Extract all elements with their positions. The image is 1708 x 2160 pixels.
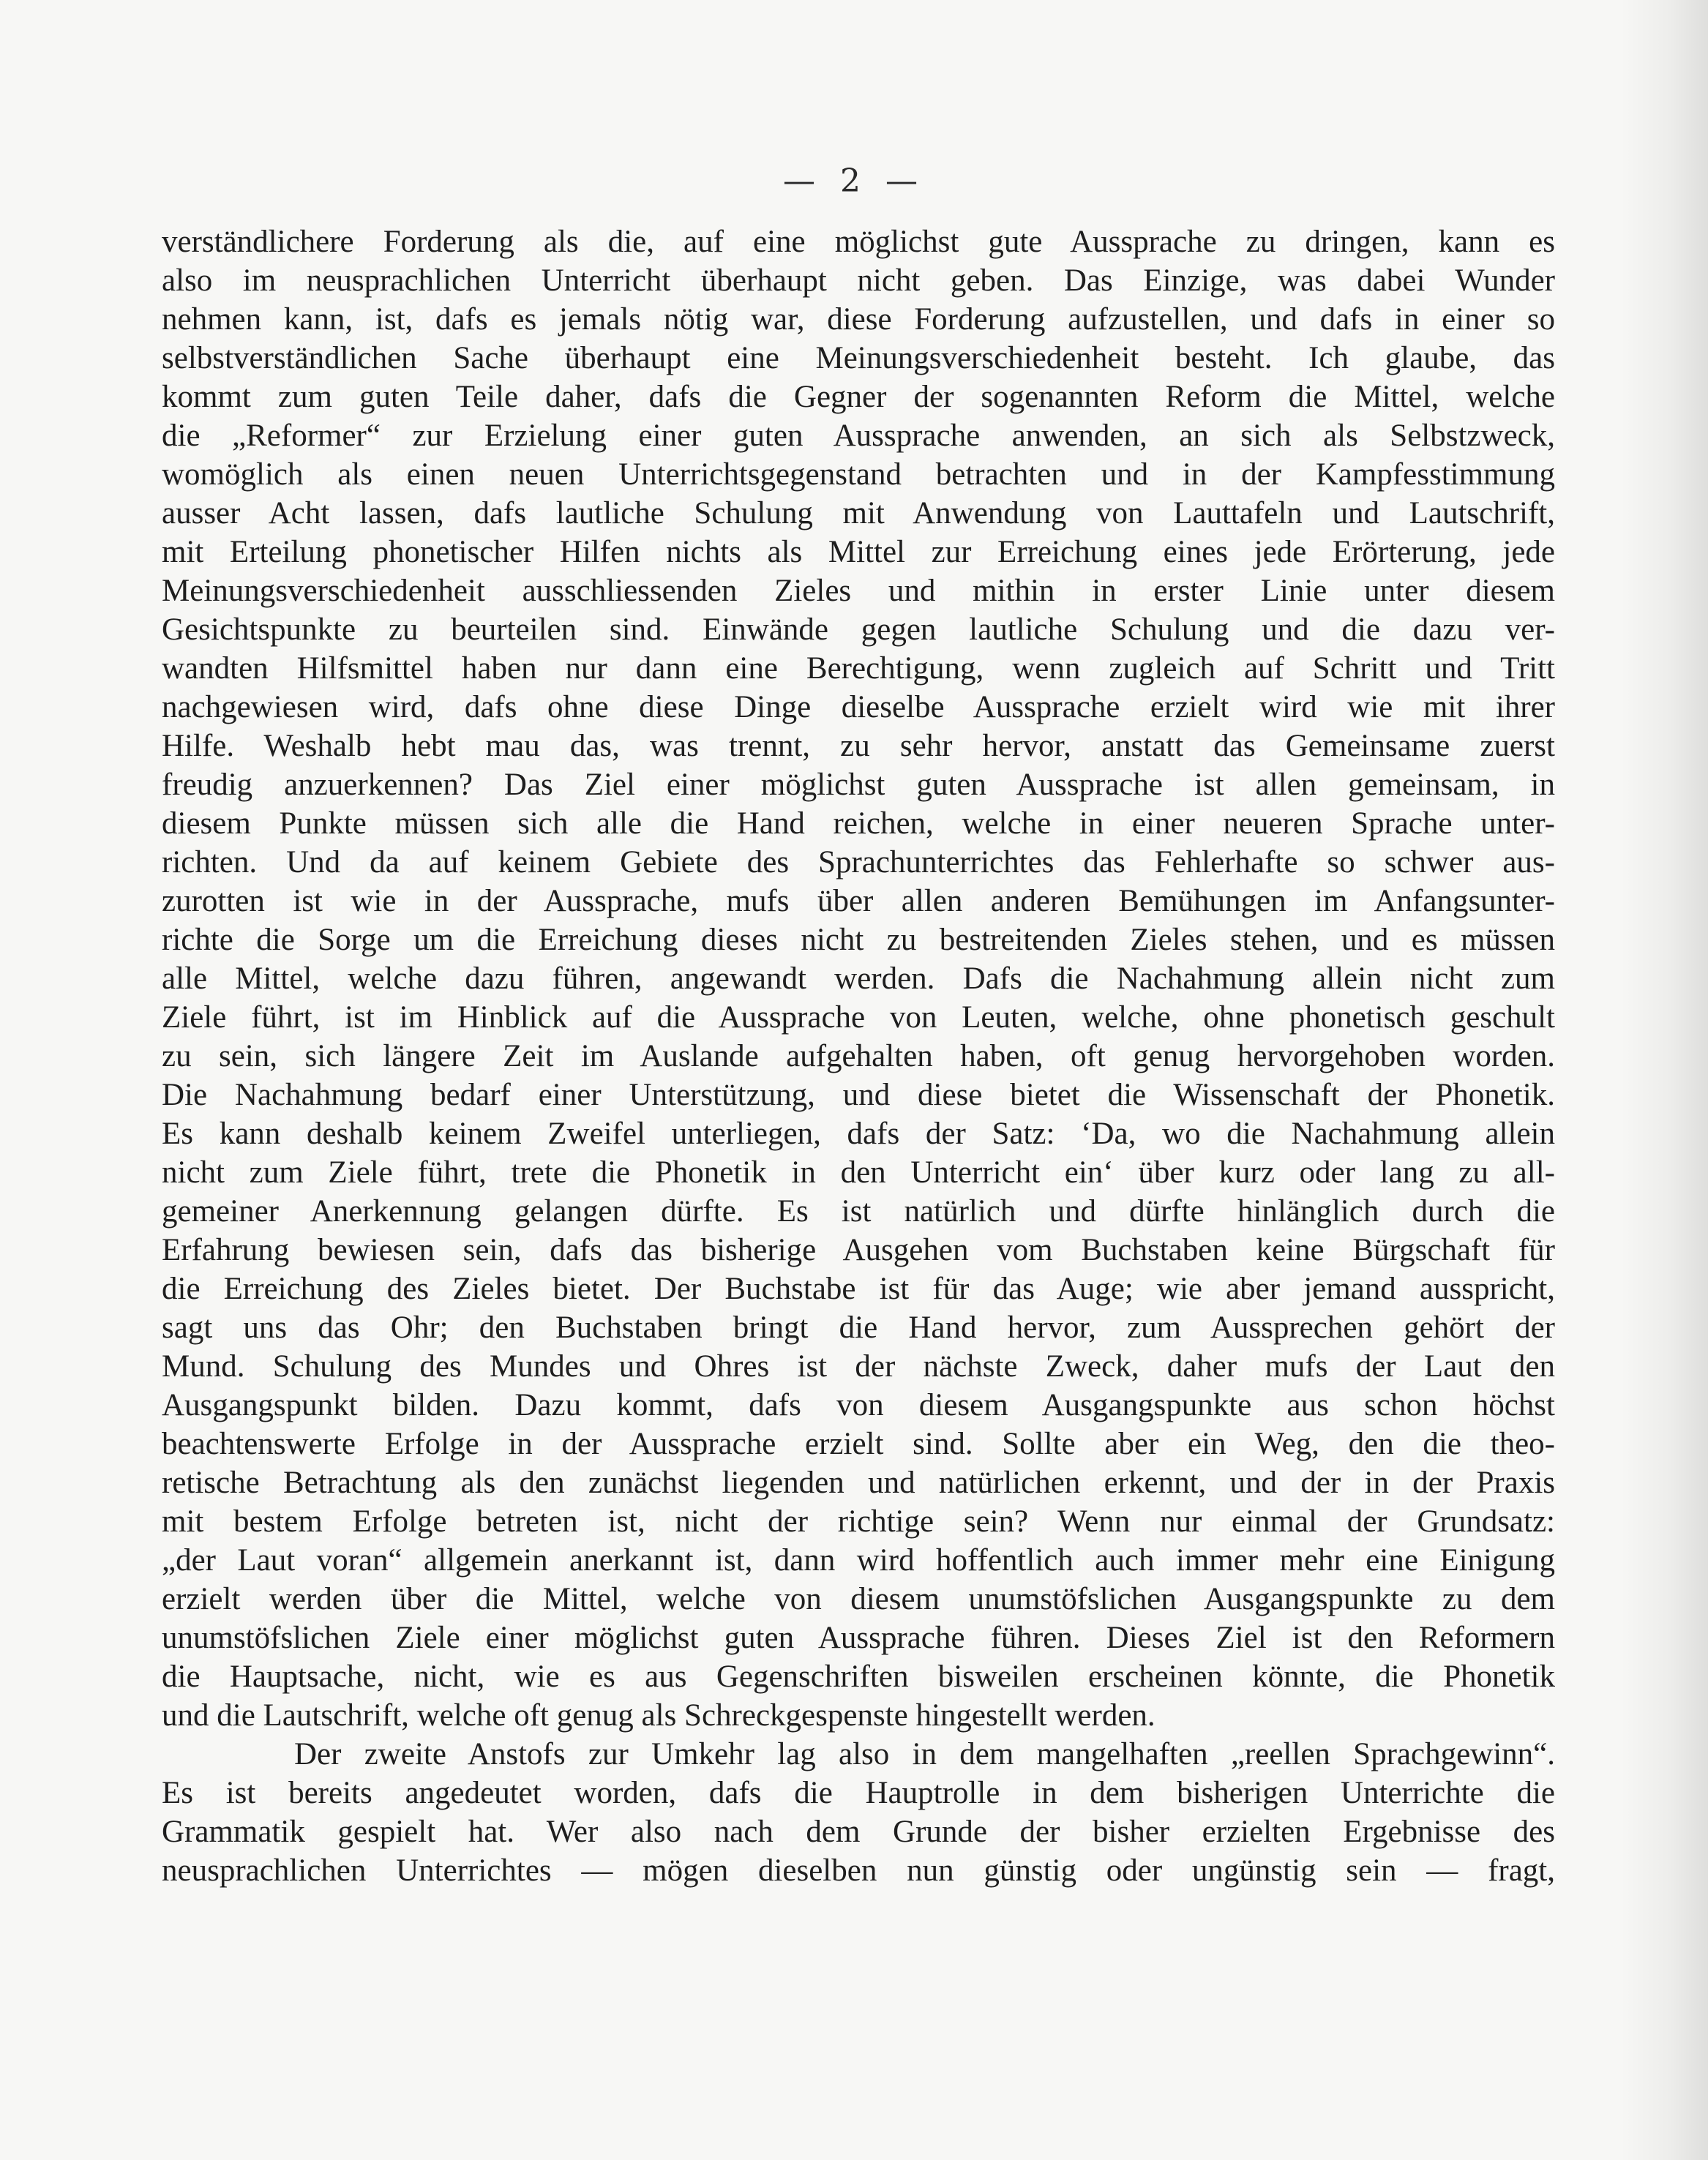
text-line: neusprachlichen Unterrichtes — mögen dieselben nun günstig oder ungünstig sein — fragt, — [162, 1853, 1555, 1888]
paragraph — [162, 1735, 1555, 1890]
text-line: nachgewiesen wird, dafs ohne diese Dinge dieselbe Aussprache erzielt wird wie mit ihrer — [162, 690, 1555, 724]
text-line: freudig anzuerkennen? Das Ziel einer möglichst guten Aussprache ist allen gemeinsam, in — [162, 768, 1555, 802]
text-line: gemeiner Anerkennung gelangen dürfte. Es ist natürlich und dürfte hinlänglich durch die — [162, 1194, 1555, 1229]
page-edge-shadow — [1620, 0, 1708, 2160]
text-line: Es kann deshalb keinem Zweifel unterliegen, dafs der Satz: ‘Da, wo die Nachahmung allein — [162, 1117, 1555, 1151]
text-line: die „Reformer“ zur Erzielung einer guten Aussprache anwenden, an sich als Selbstzweck, — [162, 419, 1555, 453]
text-line: Hilfe. Weshalb hebt mau das, was trennt, zu sehr hervor, anstatt das Gemeinsame zuerst — [162, 729, 1555, 763]
text-line: Ausgangspunkt bilden. Dazu kommt, dafs von diesem Ausgangspunkte aus schon höchst — [162, 1388, 1555, 1422]
text-line: alle Mittel, welche dazu führen, angewandt werden. Dafs die Nachahmung allein nicht zum — [162, 961, 1555, 996]
text-line: die Hauptsache, nicht, wie es aus Gegenschriften bisweilen erscheinen könnte, die Phonetik — [162, 1660, 1555, 1694]
text-line: diesem Punkte müssen sich alle die Hand reichen, welche in einer neueren Sprache unter- — [162, 806, 1555, 841]
text-line: mit Erteilung phonetischer Hilfen nichts als Mittel zur Erreichung eines jede Erörterung, jede — [162, 535, 1555, 569]
text-line: „der Laut voran“ allgemein anerkannt ist, dann wird hoffentlich auch immer mehr eine Einigung — [162, 1543, 1555, 1578]
text-line: verständlichere Forderung als die, auf eine möglichst gute Aussprache zu dringen, kann es — [162, 225, 1555, 259]
text-line: Der zweite Anstofs zur Umkehr lag also in dem mangelhaften „reellen Sprachgewinn“. — [294, 1737, 1555, 1771]
text-line: selbstverständlichen Sache überhaupt eine Meinungsverschiedenheit besteht. Ich glaube, das — [162, 341, 1555, 375]
text-line: Gesichtspunkte zu beurteilen sind. Einwände gegen lautliche Schulung und die dazu ver- — [162, 612, 1555, 647]
text-line: kommt zum guten Teile daher, dafs die Gegner der sogenannten Reform die Mittel, welche — [162, 380, 1555, 414]
text-line: Die Nachahmung bedarf einer Unterstützung, und diese bietet die Wissenschaft der Phonetik. — [162, 1078, 1555, 1112]
text-line: ausser Acht lassen, dafs lautliche Schulung mit Anwendung von Lauttafeln und Lautschrift, — [162, 496, 1555, 530]
text-line: beachtenswerte Erfolge in der Aussprache erzielt sind. Sollte aber ein Weg, den die theo- — [162, 1427, 1555, 1461]
text-line: richten. Und da auf keinem Gebiete des Sprachunterrichtes das Fehlerhafte so schwer aus- — [162, 845, 1555, 880]
text-line: nicht zum Ziele führt, trete die Phonetik in den Unterricht ein‘ über kurz oder lang zu all- — [162, 1155, 1555, 1190]
text-line: Ziele führt, ist im Hinblick auf die Aussprache von Leuten, welche, ohne phonetisch geschult — [162, 1000, 1555, 1035]
text-line: retische Betrachtung als den zunächst liegenden und natürlichen erkennt, und der in der Praxis — [162, 1466, 1555, 1500]
text-line: richte die Sorge um die Erreichung dieses nicht zu bestreitenden Zieles stehen, und es müssen — [162, 923, 1555, 957]
text-line: erzielt werden über die Mittel, welche von diesem unumstöfslichen Ausgangspunkte zu dem — [162, 1582, 1555, 1616]
text-line: unumstöfslichen Ziele einer möglichst guten Aussprache führen. Dieses Ziel ist den Reformern — [162, 1621, 1555, 1655]
text-line: wandten Hilfsmittel haben nur dann eine Berechtigung, wenn zugleich auf Schritt und Tritt — [162, 651, 1555, 686]
text-line: sagt uns das Ohr; den Buchstaben bringt die Hand hervor, zum Aussprechen gehört der — [162, 1310, 1555, 1345]
text-line: und die Lautschrift, welche oft genug als Schreckgespenste hingestellt werden. — [162, 1698, 1155, 1733]
text-line: zu sein, sich längere Zeit im Auslande aufgehalten haben, oft genug hervorgehoben worden. — [162, 1039, 1555, 1073]
paragraph — [162, 222, 1555, 1735]
text-line: die Erreichung des Zieles bietet. Der Buchstabe ist für das Auge; wie aber jemand ausspricht, — [162, 1272, 1555, 1306]
text-line: Meinungsverschiedenheit ausschliessenden Zieles und mithin in erster Linie unter diesem — [162, 574, 1555, 608]
text-line: mit bestem Erfolge betreten ist, nicht der richtige sein? Wenn nur einmal der Grundsatz: — [162, 1504, 1555, 1539]
text-line: womöglich als einen neuen Unterrichtsgegenstand betrachten und in der Kampfesstimmung — [162, 457, 1555, 492]
text-line: also im neusprachlichen Unterricht überhaupt nicht geben. Das Einzige, was dabei Wunder — [162, 263, 1555, 298]
text-line: nehmen kann, ist, dafs es jemals nötig war, diese Forderung aufzustellen, und dafs in einer so — [162, 302, 1555, 337]
text-line: Grammatik gespielt hat. Wer also nach dem Grunde der bisher erzielten Ergebnisse des — [162, 1815, 1555, 1849]
page-number: — 2 — — [783, 162, 925, 200]
text-line: Mund. Schulung des Mundes und Ohres ist der nächste Zweck, daher mufs der Laut den — [162, 1349, 1555, 1384]
text-line: Es ist bereits angedeutet worden, dafs die Hauptrolle in dem bisherigen Unterrichte die — [162, 1776, 1555, 1810]
text-line: zurotten ist wie in der Aussprache, mufs über allen anderen Bemühungen im Anfangsunter- — [162, 884, 1555, 918]
text-line: Erfahrung bewiesen sein, dafs das bisherige Ausgehen vom Buchstaben keine Bürgschaft für — [162, 1233, 1555, 1267]
body-text — [162, 222, 1555, 1890]
